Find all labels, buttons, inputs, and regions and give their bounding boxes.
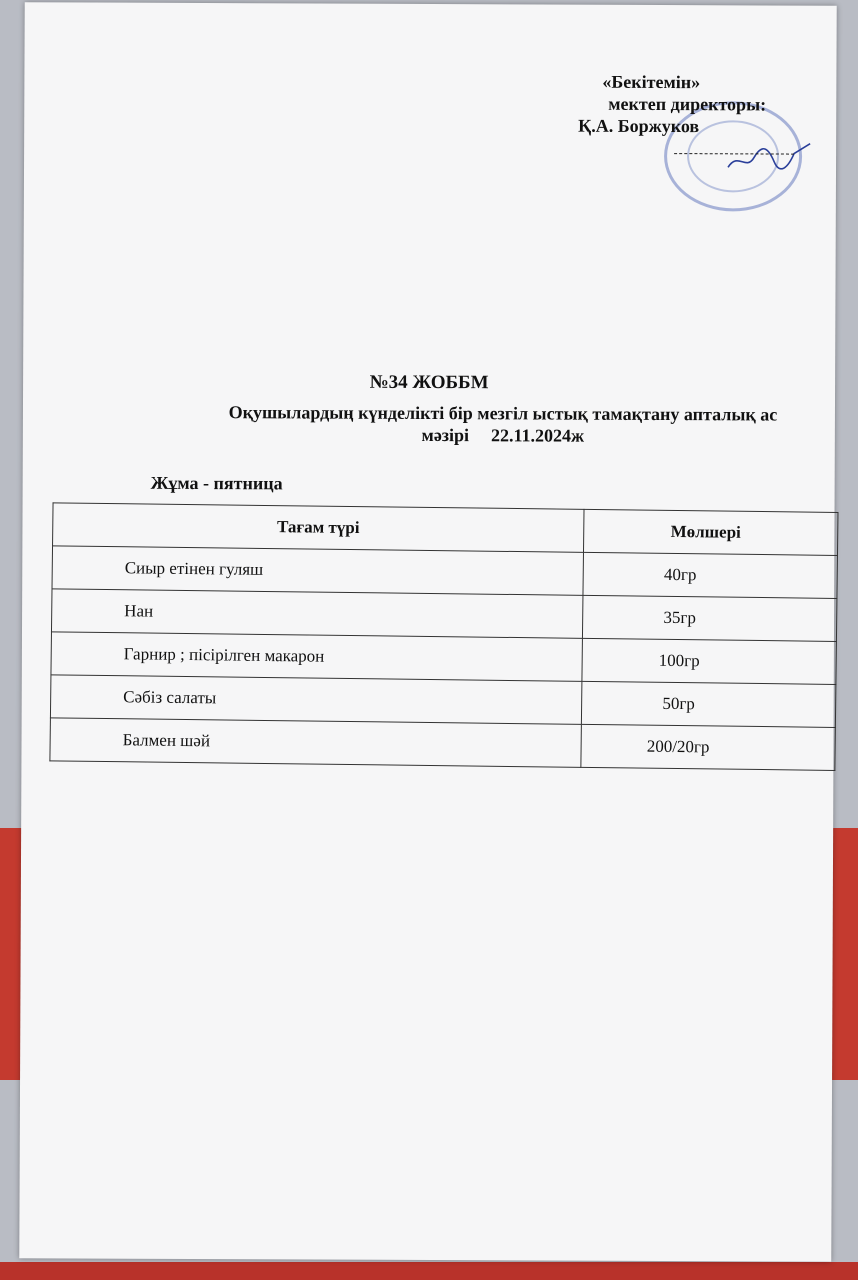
- approval-director-name: Қ.А. Боржуков: [578, 115, 700, 137]
- dish-cell: Гарнир ; пісірілген макарон: [51, 632, 582, 681]
- amount-cell: 35гр: [582, 595, 837, 641]
- menu-title-line2: мәзірі: [421, 424, 470, 446]
- dish-cell: Балмен шәй: [50, 718, 581, 767]
- dish-cell: Сәбіз салаты: [50, 675, 581, 724]
- amount-cell: 200/20гр: [581, 724, 836, 770]
- amount-cell: 100гр: [582, 638, 837, 684]
- menu-title: [173, 401, 833, 448]
- dish-cell: Сиыр етінен гуляш: [52, 546, 583, 595]
- menu-table: [49, 502, 838, 771]
- menu-title-line1: Оқушылардың күнделікті бір мезгіл ыстық тамақтану апталық ас: [228, 402, 778, 425]
- school-name: №34 ЖОББМ: [369, 371, 489, 394]
- document-sheet: [19, 2, 836, 1262]
- approval-block: [578, 71, 818, 172]
- menu-date: 22.11.2024ж: [491, 425, 585, 446]
- background-red-stripe-bottom: [0, 1262, 858, 1280]
- header-dish: Тағам түрі: [53, 503, 584, 552]
- amount-cell: 50гр: [581, 681, 836, 727]
- dish-cell: Нан: [51, 589, 582, 638]
- approval-position: мектеп директоры:: [608, 93, 767, 115]
- weekday-label: Жұма - пятница: [150, 472, 283, 494]
- amount-cell: 40гр: [583, 552, 838, 598]
- approval-heading: «Бекітемін»: [602, 71, 701, 93]
- signature-line: [674, 153, 794, 155]
- header-amount: Мөлшері: [583, 509, 838, 555]
- table-row: [50, 718, 835, 771]
